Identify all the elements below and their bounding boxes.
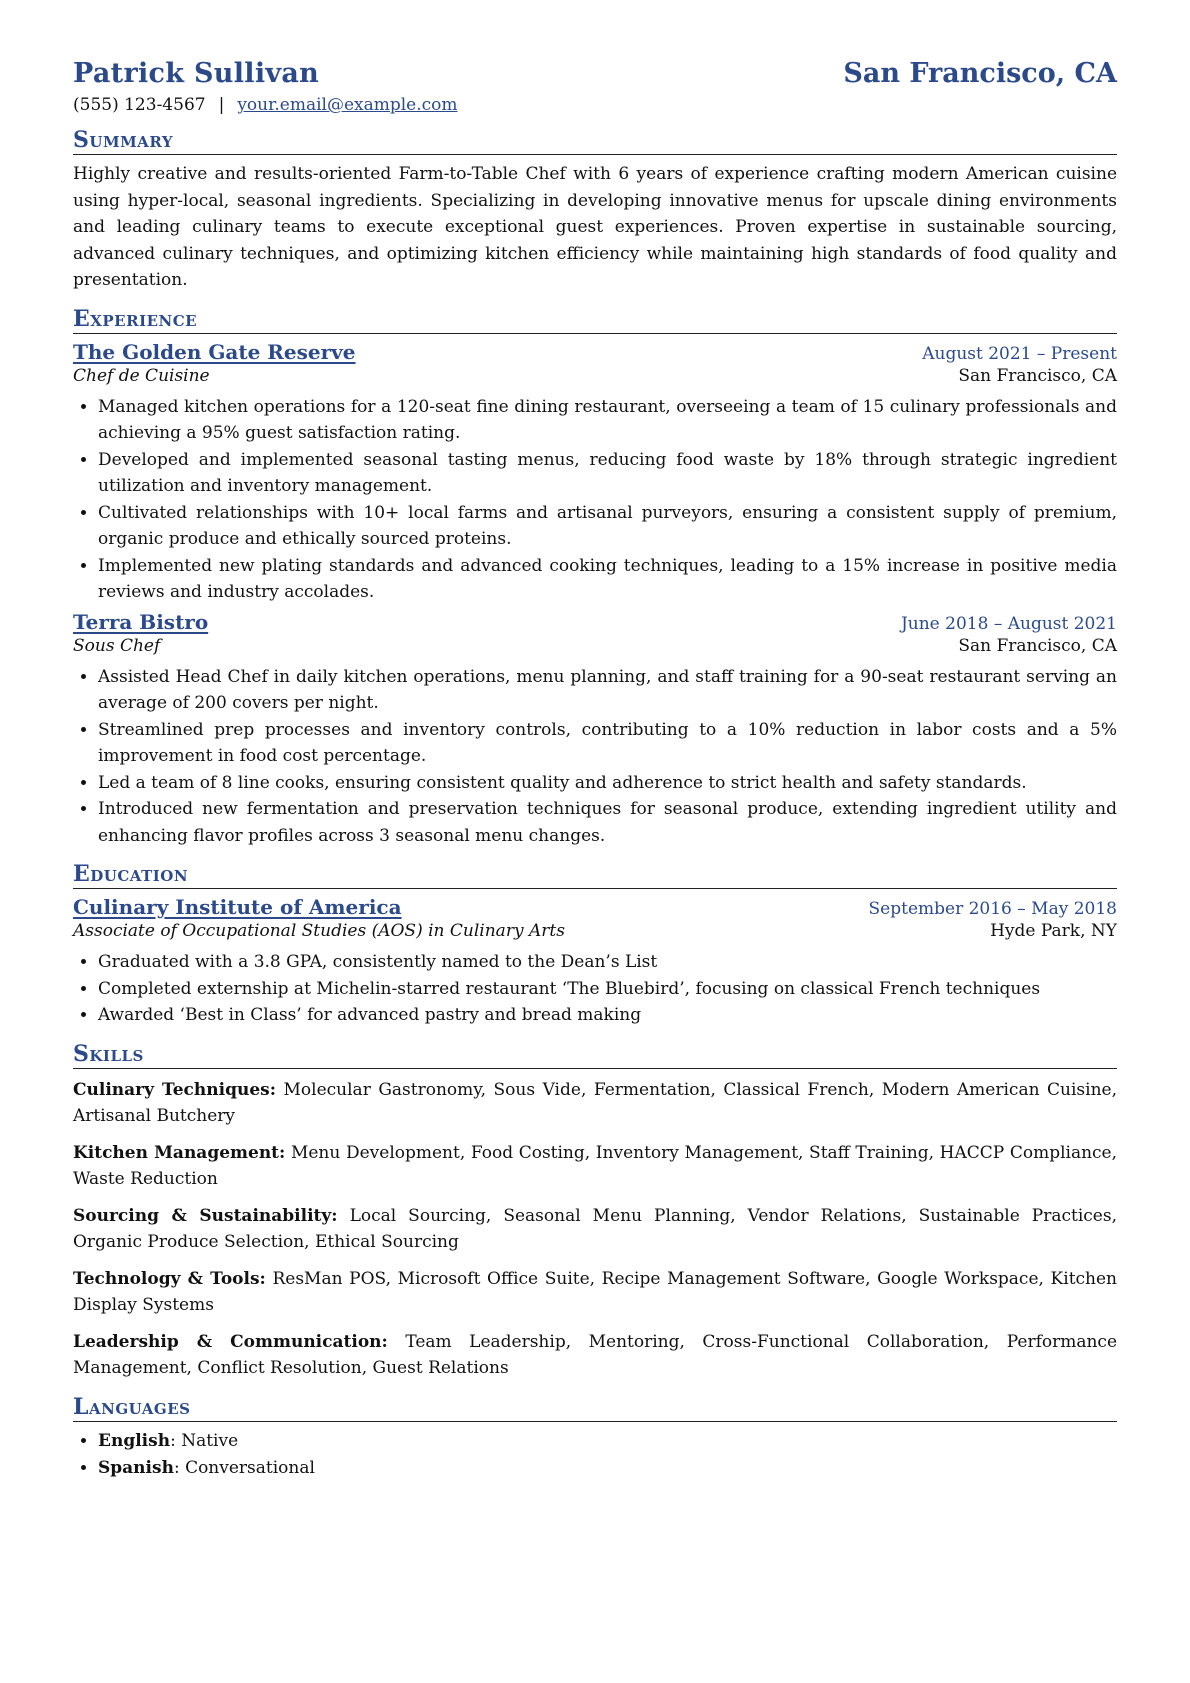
school-location: Hyde Park, NY	[990, 921, 1117, 941]
skill-line	[73, 1140, 1117, 1193]
employer-name[interactable]: Terra Bistro	[73, 609, 209, 634]
employment-dates: June 2018 – August 2021	[900, 613, 1117, 634]
language-name: English	[98, 1430, 171, 1451]
section-title-summary: Summary	[73, 127, 1117, 155]
skill-line	[73, 1077, 1117, 1130]
list-item: • Led a team of 8 line cooks, ensuring consistent quality and adherence to strict health and safety standards.	[98, 770, 1117, 797]
list-item: • Managed kitchen operations for a 120-seat fine dining restaurant, overseeing a team of 15 culinary professionals and achieving a 95% guest satisfaction rating.	[98, 394, 1117, 447]
list-item: • Introduced new fermentation and preservation techniques for seasonal produce, extending ingredient utility and enhancing flavor profiles across 3 seasonal menu changes.	[98, 796, 1117, 849]
candidate-name: Patrick Sullivan	[73, 58, 320, 89]
job-bullets	[73, 394, 1117, 606]
language-level: : Native	[170, 1430, 239, 1451]
job-location: San Francisco, CA	[958, 635, 1117, 656]
skill-label: Kitchen Management:	[73, 1142, 286, 1163]
list-item	[98, 1455, 1117, 1482]
list-item: • Streamlined prep processes and inventory controls, contributing to a 10% reduction in labor costs and a 5% improvement in food cost percentage.	[98, 717, 1117, 770]
list-item	[98, 1428, 1117, 1455]
list-item: • Completed externship at Michelin-starred restaurant ‘The Bluebird’, focusing on classical French techniques	[98, 976, 1117, 1003]
school-name[interactable]: Culinary Institute of America	[73, 895, 402, 919]
skill-label: Culinary Techniques:	[73, 1079, 276, 1100]
section-title-education: Education	[73, 861, 1117, 889]
skill-value: Team Leadership, Mentoring, Cross-Functional Collaboration, Performance Management, Conflict Resolution, Guest Relations	[73, 1331, 1118, 1378]
job-title: Chef de Cuisine	[73, 365, 210, 386]
list-item: • Graduated with a 3.8 GPA, consistently named to the Dean’s List	[98, 949, 1117, 976]
skill-line	[73, 1329, 1117, 1382]
experience-entry	[73, 610, 1117, 850]
phone-number: (555) 123-4567	[73, 95, 206, 115]
skill-line	[73, 1266, 1117, 1319]
language-name: Spanish	[98, 1457, 174, 1478]
candidate-location: San Francisco, CA	[843, 58, 1117, 89]
contact-separator: |	[218, 95, 225, 115]
list-item: • Cultivated relationships with 10+ local farms and artisanal purveyors, ensuring a consistent supply of premium, organic produce and ethically sourced proteins.	[98, 500, 1117, 553]
job-location: San Francisco, CA	[958, 365, 1117, 386]
skill-line	[73, 1203, 1117, 1256]
list-item: • Assisted Head Chef in daily kitchen operations, menu planning, and staff training for a 90-seat restaurant serving an average of 200 covers per night.	[98, 664, 1117, 717]
languages-list	[73, 1428, 1117, 1482]
list-item: • Developed and implemented seasonal tasting menus, reducing food waste by 18% through strategic ingredient utilization and inventory management.	[98, 447, 1117, 500]
list-item: • Implemented new plating standards and advanced cooking techniques, leading to a 15% increase in positive media reviews and industry accolades.	[98, 553, 1117, 606]
skill-value: Molecular Gastronomy, Sous Vide, Fermentation, Classical French, Modern American Cuisine, Artisanal Butchery	[73, 1079, 1118, 1126]
skill-value: Menu Development, Food Costing, Inventory Management, Staff Training, HACCP Compliance, Waste Reduction	[73, 1142, 1118, 1189]
education-entry	[73, 895, 1117, 1029]
section-title-skills: Skills	[73, 1041, 1117, 1069]
skill-label: Technology & Tools:	[73, 1268, 266, 1289]
section-title-experience: Experience	[73, 306, 1117, 334]
language-level: : Conversational	[173, 1457, 315, 1478]
employment-dates: August 2021 – Present	[922, 343, 1117, 364]
employer-name[interactable]: The Golden Gate Reserve	[73, 339, 356, 364]
degree-title: Associate of Occupational Studies (AOS) in Culinary Arts	[73, 921, 565, 941]
resume-header	[73, 58, 1117, 89]
email-link[interactable]: your.email@example.com	[237, 95, 458, 115]
section-title-languages: Languages	[73, 1394, 1117, 1422]
list-item: • Awarded ‘Best in Class’ for advanced pastry and bread making	[98, 1002, 1117, 1029]
summary-text: Highly creative and results-oriented Farm-to-Table Chef with 6 years of experience crafting modern American cuisine using hyper-local, seasonal ingredients. Specializing in developing innovative menus for upscale dining environments and leading culinary teams to execute exceptional guest experiences. Proven expertise in sustainable sourcing, advanced culinary techniques, and optimizing kitchen efficiency while maintaining high standards of food quality and presentation.	[73, 164, 1117, 290]
job-bullets	[73, 664, 1117, 850]
contact-line	[73, 95, 1117, 115]
education-bullets	[73, 949, 1117, 1029]
skill-value: Local Sourcing, Seasonal Menu Planning, Vendor Relations, Sustainable Practices, Organic Produce Selection, Ethical Sourcing	[73, 1205, 1117, 1252]
skill-label: Leadership & Communication:	[73, 1331, 388, 1352]
job-title: Sous Chef	[73, 635, 161, 656]
skill-value: ResMan POS, Microsoft Office Suite, Recipe Management Software, Google Workspace, Kitchen Display Systems	[73, 1268, 1117, 1315]
experience-entry	[73, 340, 1117, 606]
education-dates: September 2016 – May 2018	[868, 899, 1117, 919]
skill-label: Sourcing & Sustainability:	[73, 1205, 338, 1226]
